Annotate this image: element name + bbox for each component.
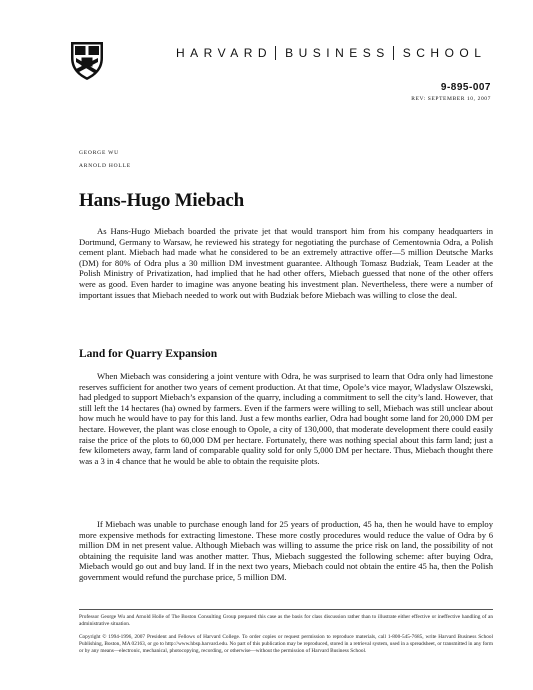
school-name-part: BUSINESS <box>285 46 390 60</box>
divider <box>275 46 276 60</box>
body-paragraph: As Hans-Hugo Miebach boarded the private jet that would transport him from his company headquarters in Dortmund, Germany to Warsaw, he reviewed his strategy for negotiating the purchase of Cementownia Odra, a Polish cement plant. Miebach had made what he considered to be an extremely attractive offer—5 million Deutsche Marks (DM) for 80% of Odra plus a 30 million DM investment guarantee. Although Tomasz Budziak, Team Leader at the Polish Ministry of Privatization, had implied that he had other offers, Miebach guessed that none of the other offers were as good. Even harder to imagine was anyone beating his investment plan. Nevertheless, there were a number of important issues that Miebach needed to work out with Budziak before Miebach was willing to close the deal. <box>79 226 493 300</box>
document-title: Hans-Hugo Miebach <box>79 190 244 211</box>
body-paragraph: When Miebach was considering a joint venture with Odra, he was surprised to learn that Odra only had limestone reserves sufficient for another two years of cement production. At that time, Opole’s vice mayor, Wladyslaw Olszewski, had pledged to support Miebach’s expansion of the quarry, including a commitment to sell the city’s land. However, that still left the 14 hectares (ha) owned by farmers. Even if the farmers were willing to sell, Miebach was still unclear about how much he would have to pay for this land. Just a few months earlier, Odra had bought some land for 20,000 DM per hectare. However, the plant was close enough to Opole, a city of 130,000, that moderate development there could easily raise the price of the plots to 60,000 DM per hectare. Fortunately, there was nothing special about this farm land; just a few kilometers away, farm land of comparable quality sold for only 5,000 DM per hectare. Thus, Miebach thought there was a 3 in 4 chance that he would be able to obtain the requisite plots. <box>79 371 493 466</box>
case-number: 9-895-007 <box>440 82 491 93</box>
author-name: ARNOLD HOLLE <box>79 163 131 169</box>
divider <box>393 46 394 60</box>
section-heading: Land for Quarry Expansion <box>79 348 218 360</box>
footer-note: Professor George Wu and Arnold Holle of The Boston Consulting Group prepared this case as the basis for class discussion rather than to illustrate either effective or ineffective handling of an administrative situation. <box>79 614 493 627</box>
footer-divider <box>79 609 493 610</box>
revision-date: REV: SEPTEMBER 10, 2007 <box>411 96 491 102</box>
school-name-part: SCHOOL <box>402 46 487 60</box>
harvard-shield-logo <box>70 41 104 81</box>
footer-copyright: Copyright © 1994-1996, 2007 President and Fellows of Harvard College. To order copies or request permission to reproduce materials, call 1-800-545-7685, write Harvard Business School Publishing, Boston, MA 02163, or go to http://www.hbsp.harvard.edu. No part of this publication may be reproduced, stored in a retrieval system, used in a spreadsheet, or transmitted in any form or by any means—electronic, mechanical, photocopying, recording, or otherwise—without the permission of Harvard Business School. <box>79 634 493 654</box>
school-name-part: HARVARD <box>176 46 273 60</box>
author-name: GEORGE WU <box>79 150 119 156</box>
body-paragraph: If Miebach was unable to purchase enough land for 25 years of production, 45 ha, then he would have to employ more expensive methods for extracting limestone. These more costly procedures would reduce the value of Odra by 6 million DM in net present value. Although Miebach was willing to assume the price risk on land, the possibility of not obtaining the requisite land was another matter. Thus, Miebach suggested the following scheme: after buying Odra, Miebach would go out and buy land. If in the next two years, Miebach could not obtain the entire 45 ha, then the Polish government would refund the purchase price, 5 million DM. <box>79 519 493 582</box>
school-name <box>176 46 496 60</box>
